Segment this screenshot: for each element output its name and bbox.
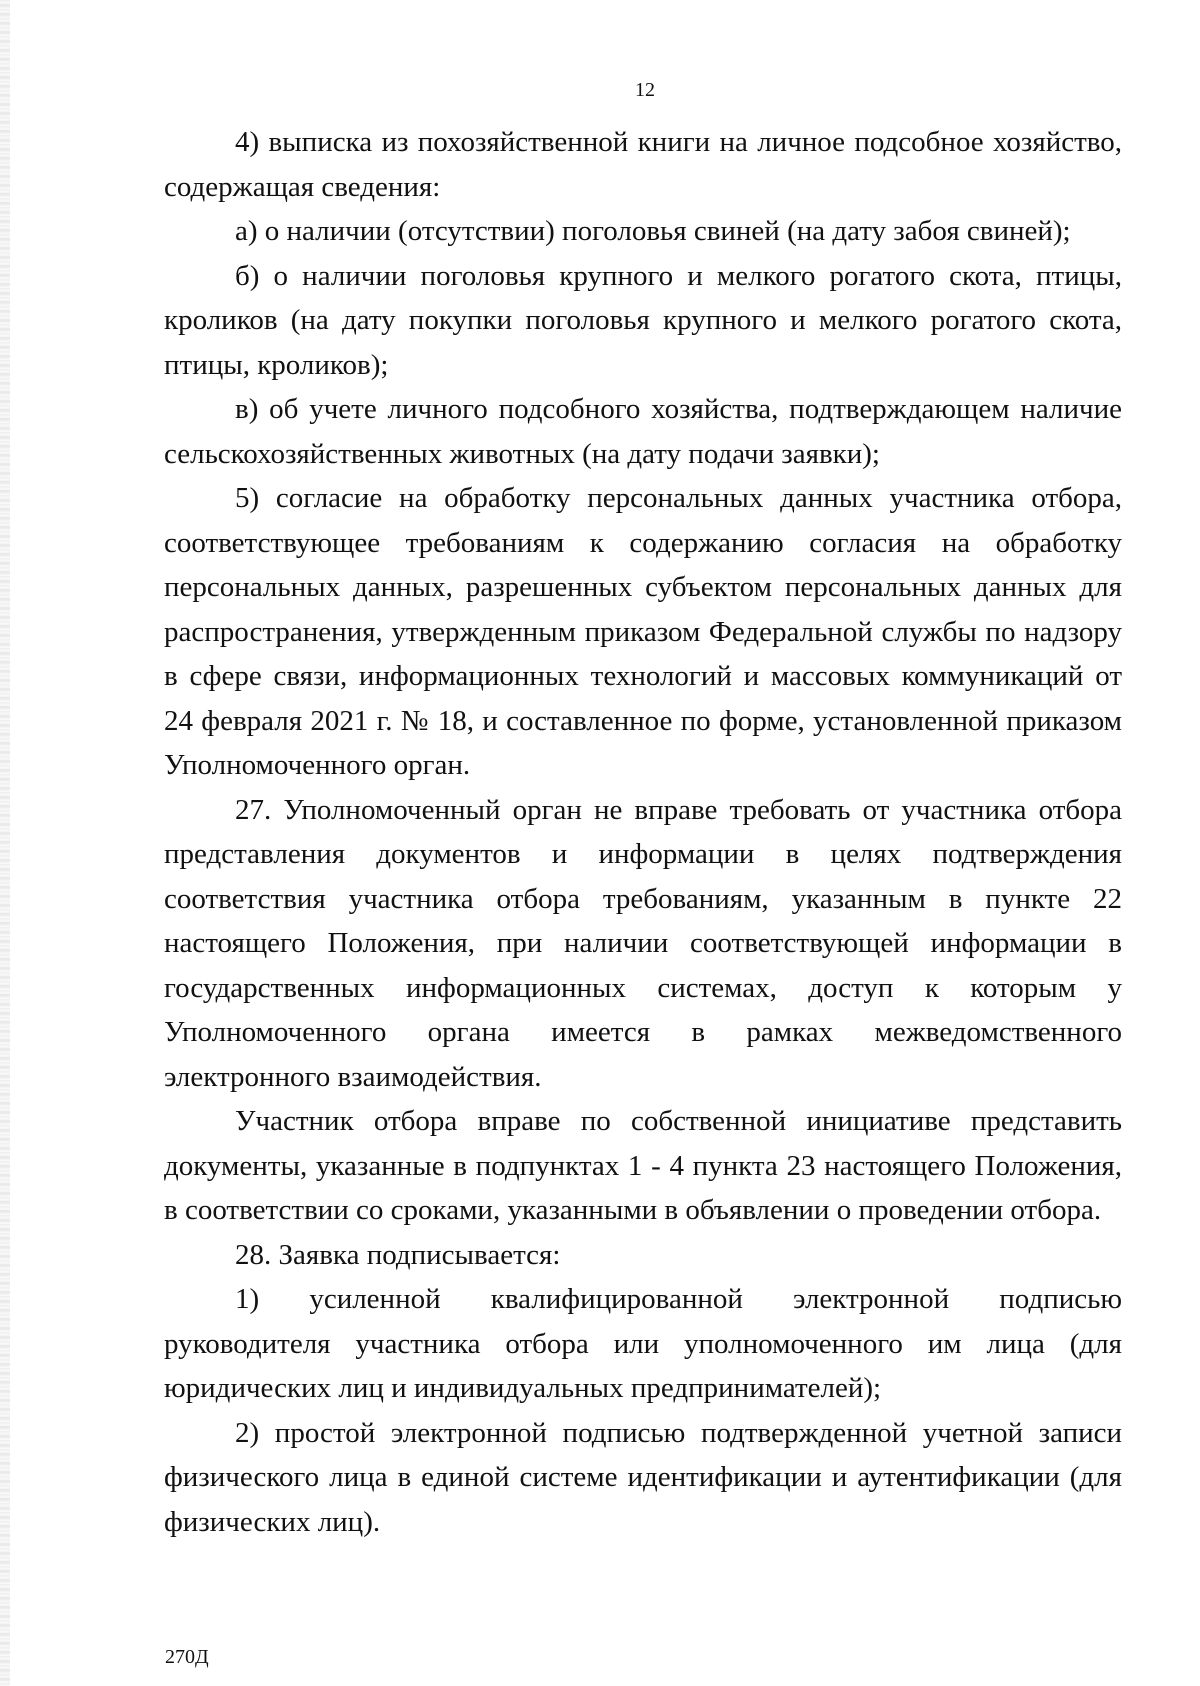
paragraph-item-4-extract: 4) выписка из похозяйственной книги на личное подсобное хозяйство, содержащая сведения: — [164, 126, 1122, 203]
paragraph-signature-2: 2) простой электронной подписью подтвержденной учетной записи физического лица в единой системе идентификации и аутентификации (для физических лиц). — [164, 1416, 1122, 1538]
paragraph-clause-27: 27. Уполномоченный орган не вправе требовать от участника отбора представления документов и информации в целях подтверждения соответствия участника отбора требованиям, указанным в пункте 22 настоящего Положения, при наличии соответствующей информации в государственных информационных системах, доступ к которым у Уполномоченного органа имеется в рамках межведомственного электронного взаимодействия. — [164, 793, 1122, 1093]
paragraph-signature-1: 1) усиленной квалифицированной электронной подписью руководителя участника отбора или уполномоченного им лица (для юридических лиц и индивидуальных предпринимателей); — [164, 1283, 1122, 1404]
document-body — [164, 120, 1122, 1544]
document-code: 270Д — [165, 1646, 209, 1668]
page-number: 12 — [635, 79, 655, 101]
paragraph-subitem-b: б) о наличии поголовья крупного и мелкого рогатого скота, птицы, кроликов (на дату покупки поголовья крупного и мелкого рогатого скота, птицы, кроликов); — [164, 259, 1122, 381]
paragraph-clause-28: 28. Заявка подписывается: — [235, 1238, 561, 1271]
paragraph-item-5-consent: 5) согласие на обработку персональных данных участника отбора, соответствующее требованиям к содержанию согласия на обработку персональных данных, разрешенных субъектом персональных данных для распространения, утвержденным приказом Федеральной службы по надзору в сфере связи, информационных технологий и массовых коммуникаций от 24 февраля 2021 г. № 18, и составленное по форме, установленной приказом Уполномоченного орган. — [164, 482, 1122, 781]
scan-edge — [0, 0, 10, 1686]
paragraph-subitem-v: в) об учете личного подсобного хозяйства, подтверждающем наличие сельскохозяйственных животных (на дату подачи заявки); — [164, 393, 1122, 470]
paragraph-participant-right: Участник отбора вправе по собственной инициативе представить документы, указанные в подпунктах 1 - 4 пункта 23 настоящего Положения, в соответствии со сроками, указанными в объявлении о проведении отбора. — [164, 1105, 1122, 1226]
paragraph-subitem-a: а) о наличии (отсутствии) поголовья свиней (на дату забоя свиней); — [235, 215, 1071, 247]
